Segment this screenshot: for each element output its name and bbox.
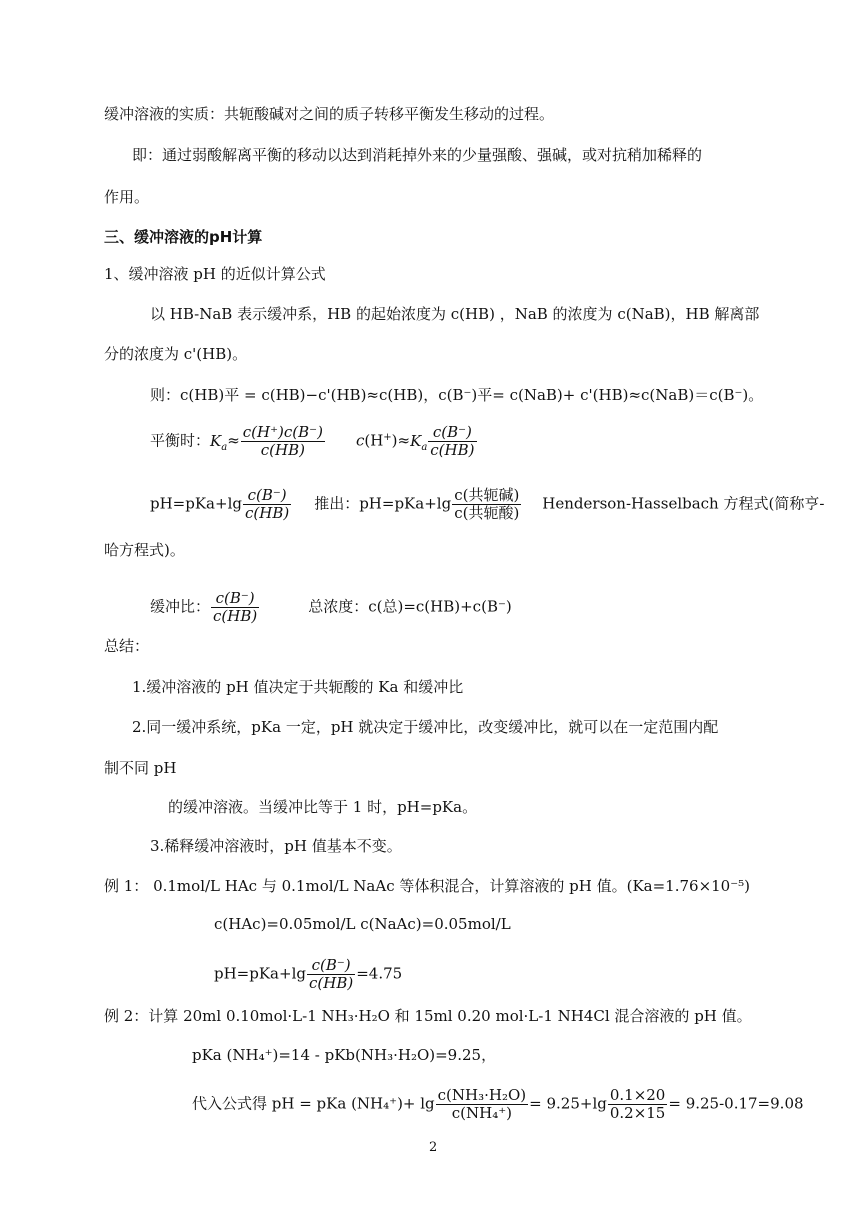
ph-fraction-numerator: c(B⁻) bbox=[243, 487, 291, 505]
example-2-fraction-1-numerator: c(NH₃·H₂O) bbox=[437, 1086, 527, 1104]
total-concentration: 总浓度：c(总)=c(HB)+c(B⁻) bbox=[308, 597, 512, 616]
derive-fraction-numerator: c(共轭碱) bbox=[454, 486, 520, 504]
example-1-numerator: c(B⁻) bbox=[307, 957, 355, 975]
that-is-line-2: 作用。 bbox=[104, 188, 150, 206]
hb-intro-2 bbox=[104, 344, 247, 364]
ka-symbol: $K_a$ bbox=[210, 431, 228, 453]
buffer-ratio-line bbox=[150, 590, 512, 625]
example-1-concentrations-text: c(HAc)=0.05mol/L c(NaAc)=0.05mol/L bbox=[214, 915, 511, 933]
summary-item-2-text: 2.同一缓冲系统，pKa 一定，pH 就决定于缓冲比，改变缓冲比，就可以在一定范围内配 bbox=[132, 718, 719, 736]
example-1-title-text: 例 1： 0.1mol/L HAc 与 0.1mol/L NaAc 等体积混合，计算溶液的 pH 值。(Ka=1.76×10⁻⁵) bbox=[104, 877, 751, 895]
example-1-ph-result: =4.75 bbox=[356, 964, 403, 983]
ph-fraction bbox=[243, 487, 291, 522]
h-fraction-denominator: c(HB) bbox=[430, 441, 475, 459]
example-2-substitution bbox=[192, 1087, 804, 1122]
summary-item-3-text: 3.稀释缓冲溶液时，pH 值基本不变。 bbox=[150, 837, 402, 855]
then-equation bbox=[150, 385, 763, 405]
hh-name-cont bbox=[104, 540, 185, 560]
example-2-substitution-left: 代入公式得 pH = pKa (NH₄⁺)+ lg bbox=[192, 1094, 435, 1113]
equilibrium-label: 平衡时： bbox=[150, 431, 211, 450]
derive-label: 推出：pH=pKa+lg bbox=[314, 494, 452, 513]
ka-fraction-denominator: c(HB) bbox=[260, 441, 305, 459]
summary-item-2-cont2-text: 的缓冲溶液。当缓冲比等于 1 时，pH=pKa。 bbox=[168, 798, 478, 816]
that-is-line-1: 即：通过弱酸解离平衡的移动以达到消耗掉外来的少量强酸、强碱，或对抗稍加稀释的 bbox=[132, 146, 703, 164]
example-1-concentrations bbox=[214, 914, 511, 934]
subsection-heading bbox=[104, 264, 326, 284]
then-equation-text: 则：c(HB)平 = c(HB)−c'(HB)≈c(HB)，c(B⁻)平= c(NaB)+ c'(HB)≈c(NaB)＝c(B⁻)。 bbox=[150, 386, 764, 404]
section-heading bbox=[104, 227, 262, 247]
example-1-denominator: c(HB) bbox=[308, 974, 354, 992]
buffer-ratio-denominator: c(HB) bbox=[213, 607, 258, 625]
example-2-fraction-2-numerator: 0.1×20 bbox=[609, 1086, 666, 1104]
summary-label-line bbox=[104, 636, 149, 656]
example-1-title bbox=[104, 876, 750, 896]
hb-intro-1 bbox=[150, 304, 759, 324]
buffer-ratio-label: 缓冲比： bbox=[150, 597, 211, 616]
summary-item-3 bbox=[150, 836, 402, 856]
section-heading-text: 三、缓冲溶液的pH计算 bbox=[104, 228, 263, 246]
summary-item-2-cont2 bbox=[168, 797, 477, 817]
ph-equation-line bbox=[150, 487, 824, 522]
hb-intro-text-2: 分的浓度为 c'(HB)。 bbox=[104, 345, 248, 363]
example-2-title-text: 例 2：计算 20ml 0.10mol·L-1 NH₃·H₂O 和 15ml 0.20 mol·L-1 NH4Cl 混合溶液的 pH 值。 bbox=[104, 1007, 752, 1025]
ph-fraction-denominator: c(HB) bbox=[244, 504, 290, 522]
equilibrium-equations: 平衡时：$K_a\approx$ $\frac{c(H^+)c(B^-)}{c(HB)}$ $c(H^+)\approx K_a$ $\frac{c(B^-)}{c(HB)}$ bbox=[150, 423, 475, 459]
example-2-fraction-2 bbox=[608, 1087, 668, 1122]
page-number bbox=[429, 1138, 437, 1158]
summary-item-2-cont-text: 制不同 pH bbox=[104, 759, 177, 777]
paragraph-essence bbox=[104, 104, 554, 124]
ph-equation-left: pH=pKa+lg bbox=[150, 494, 242, 513]
h-conc-symbol: c bbox=[355, 431, 365, 450]
example-2-title bbox=[104, 1006, 752, 1026]
example-1-ph-left: pH=pKa+lg bbox=[214, 964, 306, 983]
derive-fraction-denominator: c(共轭酸) bbox=[454, 504, 520, 522]
example-2-fraction-1 bbox=[436, 1087, 528, 1122]
subsection-heading-text: 1、缓冲溶液 pH 的近似计算公式 bbox=[104, 265, 326, 283]
buffer-ratio-fraction bbox=[211, 590, 259, 625]
summary-item-1-text: 1.缓冲溶液的 pH 值决定于共轭酸的 Ka 和缓冲比 bbox=[132, 678, 464, 696]
page-number-text: 2 bbox=[429, 1140, 438, 1155]
hh-equation-name-cont: 哈方程式)。 bbox=[104, 541, 185, 559]
summary-label: 总结： bbox=[104, 637, 150, 655]
buffer-ratio-numerator: c(B⁻) bbox=[211, 590, 259, 608]
hh-equation-name: Henderson-Hasselbach 方程式(简称亨- bbox=[542, 494, 825, 513]
h-fraction bbox=[428, 424, 476, 459]
summary-item-2 bbox=[132, 717, 718, 737]
h-fraction-numerator: c(B⁻) bbox=[428, 424, 476, 442]
example-2-result: = 9.25-0.17=9.08 bbox=[668, 1094, 804, 1113]
summary-item-1 bbox=[132, 677, 463, 697]
example-1-ph bbox=[214, 957, 402, 992]
derive-fraction bbox=[452, 487, 521, 522]
ka-fraction-numerator: c(H⁺)c(B⁻) bbox=[242, 423, 323, 441]
example-2-pka bbox=[192, 1045, 496, 1065]
example-2-substitution-mid: = 9.25+lg bbox=[529, 1094, 607, 1113]
paragraph-that-is-cont bbox=[104, 187, 149, 207]
summary-item-2-cont bbox=[104, 758, 176, 778]
example-2-fraction-1-denominator: c(NH₄⁺) bbox=[451, 1104, 513, 1122]
example-2-fraction-2-denominator: 0.2×15 bbox=[609, 1104, 666, 1122]
example-1-fraction bbox=[307, 957, 355, 992]
paragraph-that-is bbox=[132, 145, 702, 165]
ka-fraction bbox=[241, 424, 325, 459]
hb-intro-text-1: 以 HB-NaB 表示缓冲系，HB 的起始浓度为 c(HB) ，NaB 的浓度为 c(NaB)，HB 解离部 bbox=[150, 305, 760, 323]
essence-text: 缓冲溶液的实质：共轭酸碱对之间的质子转移平衡发生移动的过程。 bbox=[104, 105, 555, 123]
example-2-pka-text: pKa (NH₄⁺)=14 - pKb(NH₃·H₂O)=9.25， bbox=[192, 1046, 497, 1064]
